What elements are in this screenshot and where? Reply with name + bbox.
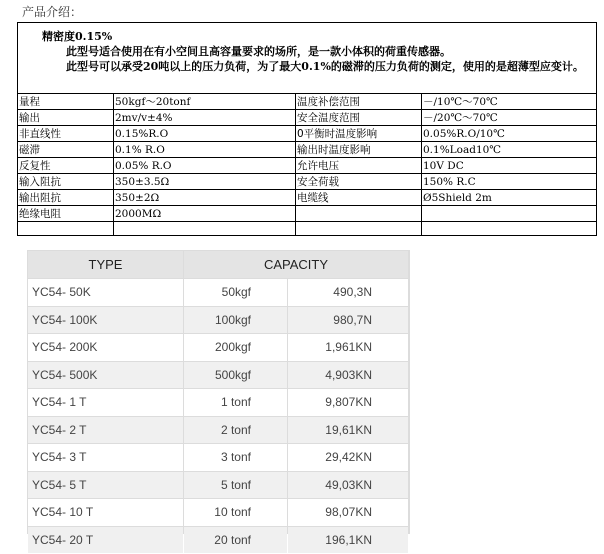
capacity-row (28, 334, 408, 361)
model-type: YC54- 10 T (28, 499, 183, 526)
spec-value: 0.15%R.O (114, 126, 296, 142)
capacity-newton: 9,807KN (288, 389, 408, 416)
capacity-row (28, 362, 408, 389)
spec-value: 350±3.5Ω (114, 174, 296, 190)
capacity-kgf: 50kgf (184, 279, 287, 306)
spec-blank-row (18, 222, 597, 236)
spec-row (18, 174, 597, 190)
spec-value: 2000MΩ (114, 206, 296, 222)
capacity-kgf: 2 tonf (184, 417, 287, 444)
capacity-kgf: 200kgf (184, 334, 287, 361)
capacity-row (28, 499, 408, 526)
capacity-row (28, 307, 408, 334)
spec-value: －/10℃～70℃ (422, 94, 597, 110)
spec-value (422, 206, 597, 222)
model-type: YC54- 500K (28, 362, 183, 389)
spec-value: 10V DC (422, 158, 597, 174)
capacity-kgf: 5 tonf (184, 472, 287, 499)
capacity-row (28, 527, 408, 554)
capacity-kgf: 100kgf (184, 307, 287, 334)
spec-label: 允许电压 (296, 158, 422, 174)
spec-label: 绝缘电阻 (18, 206, 114, 222)
intro-load: 此型号可以承受20吨以上的压力负荷，为了最大0.1%的磁滞的压力负荷的测定，使用的是超薄型应变计。 (66, 60, 584, 73)
model-type: YC54- 50K (28, 279, 183, 306)
capacity-newton: 19,61KN (288, 417, 408, 444)
page-heading: 产品介绍： (22, 5, 83, 19)
product-intro (18, 23, 597, 94)
capacity-row (28, 389, 408, 416)
capacity-newton: 4,903KN (288, 362, 408, 389)
spec-label: 输出 (18, 110, 114, 126)
type-header: TYPE (28, 251, 183, 278)
spec-label: 安全荷载 (296, 174, 422, 190)
spec-value: 0.05%R.O/10℃ (422, 126, 597, 142)
capacity-kgf: 10 tonf (184, 499, 287, 526)
spec-row (18, 126, 597, 142)
capacity-row (28, 417, 408, 444)
intro-precision: 精密度0.15% (42, 30, 113, 43)
spec-value: 350±2Ω (114, 190, 296, 206)
spec-row (18, 190, 597, 206)
capacity-newton: 98,07KN (288, 499, 408, 526)
spec-value: 0.1% R.O (114, 142, 296, 158)
spec-label: 输出时温度影响 (296, 142, 422, 158)
spec-value: 0.1%Load10℃ (422, 142, 597, 158)
spec-label (296, 206, 422, 222)
capacity-row (28, 279, 408, 306)
spec-row (18, 94, 597, 110)
capacity-row (28, 472, 408, 499)
spec-label: 输入阻抗 (18, 174, 114, 190)
capacity-newton: 490,3N (288, 279, 408, 306)
spec-label: 0平衡时温度影响 (296, 126, 422, 142)
spec-label: 非直线性 (18, 126, 114, 142)
spec-label: 温度补偿范围 (296, 94, 422, 110)
capacity-kgf: 3 tonf (184, 444, 287, 471)
capacity-rows (28, 279, 408, 553)
spec-label: 电缆线 (296, 190, 422, 206)
spec-row (18, 158, 597, 174)
model-type: YC54- 20 T (28, 527, 183, 554)
capacity-kgf: 1 tonf (184, 389, 287, 416)
spec-label: 反复性 (18, 158, 114, 174)
capacity-kgf: 20 tonf (184, 527, 287, 554)
capacity-row (28, 444, 408, 471)
model-type: YC54- 2 T (28, 417, 183, 444)
capacity-header: CAPACITY (184, 251, 408, 278)
capacity-kgf: 500kgf (184, 362, 287, 389)
capacity-newton: 1,961KN (288, 334, 408, 361)
spec-value: 50kgf～20tonf (114, 94, 296, 110)
spec-row (18, 206, 597, 222)
model-type: YC54- 1 T (28, 389, 183, 416)
capacity-newton: 49,03KN (288, 472, 408, 499)
capacity-newton: 196,1KN (288, 527, 408, 554)
intro-usage: 此型号适合使用在有小空间且高容量要求的场所，是一款小体积的荷重传感器。 (66, 45, 451, 58)
spec-label: 输出阻抗 (18, 190, 114, 206)
model-type: YC54- 100K (28, 307, 183, 334)
spec-rows (18, 94, 597, 222)
spec-label: 安全温度范围 (296, 110, 422, 126)
spec-value: Ø5Shield 2m (422, 190, 597, 206)
spec-row (18, 142, 597, 158)
spec-table (17, 22, 597, 236)
capacity-table-frame (27, 250, 410, 547)
model-type: YC54- 5 T (28, 472, 183, 499)
capacity-table (27, 250, 409, 554)
capacity-newton: 29,42KN (288, 444, 408, 471)
spec-value: 150% R.C (422, 174, 597, 190)
capacity-newton: 980,7N (288, 307, 408, 334)
spec-value: 0.05% R.O (114, 158, 296, 174)
spec-row (18, 110, 597, 126)
spec-value: 2mv/v±4% (114, 110, 296, 126)
spec-label: 磁滞 (18, 142, 114, 158)
model-type: YC54- 3 T (28, 444, 183, 471)
spec-label: 量程 (18, 94, 114, 110)
model-type: YC54- 200K (28, 334, 183, 361)
spec-value: －/20℃～70℃ (422, 110, 597, 126)
